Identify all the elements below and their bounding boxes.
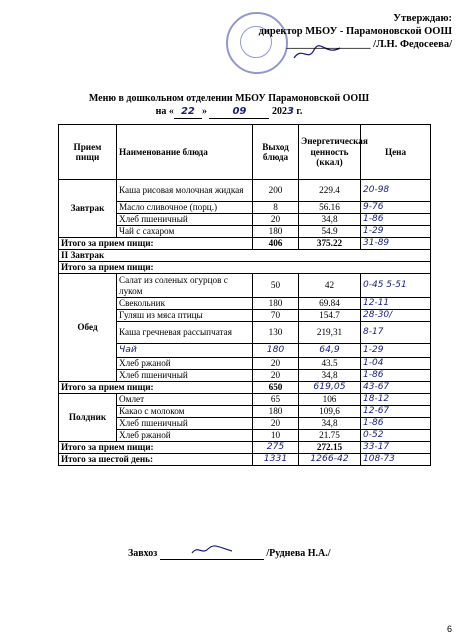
dish-energy: 106 [299, 394, 361, 406]
dish-price: 0-45 5-51 [361, 274, 431, 298]
dish-name: Свекольник [117, 298, 253, 310]
dish-energy: 219,31 [299, 322, 361, 344]
dish-name: Какао с молоком [117, 406, 253, 418]
dish-energy: 56.16 [299, 202, 361, 214]
day-total-yield: 1331 [253, 454, 299, 466]
day-total-energy: 1266-42 [299, 454, 361, 466]
meal-breakfast: Завтрак [59, 180, 117, 238]
dish-price: 1-86 [361, 418, 431, 430]
date-day: 22 [174, 105, 202, 119]
subtotal-energy: 375.22 [299, 238, 361, 250]
dish-name: Омлет [117, 394, 253, 406]
dish-price: 1-86 [361, 214, 431, 226]
dish-price: 0-52 [361, 430, 431, 442]
dish-name: Чай с сахаром [117, 226, 253, 238]
date-year-digit: 3 [286, 106, 294, 117]
footer-role: Завхоз [128, 548, 158, 559]
dish-name: Хлеб пшеничный [117, 370, 253, 382]
dish-price: 12-11 [361, 298, 431, 310]
dish-yield: 180 [253, 344, 299, 358]
document-title [0, 92, 458, 119]
table-row [59, 274, 431, 298]
subtotal-energy: 272.15 [299, 442, 361, 454]
dish-name: Хлеб ржаной [117, 358, 253, 370]
dish-energy: 154.7 [299, 310, 361, 322]
dish-energy: 42 [299, 274, 361, 298]
dish-name: Гуляш из мяса птицы [117, 310, 253, 322]
approval-block [259, 12, 452, 51]
subtotal-price: 33-17 [361, 442, 431, 454]
dish-yield: 180 [253, 406, 299, 418]
table-header-row [59, 125, 431, 180]
dish-name: Хлеб пшеничный [117, 418, 253, 430]
dish-price: 1-04 [361, 358, 431, 370]
subtotal-row [59, 442, 431, 454]
dish-yield: 65 [253, 394, 299, 406]
dish-energy: 34,8 [299, 370, 361, 382]
keeper-signature [190, 544, 234, 556]
dish-yield: 130 [253, 322, 299, 344]
dish-yield: 200 [253, 180, 299, 202]
day-total-price: 108-73 [361, 454, 431, 466]
dish-energy: 34,8 [299, 418, 361, 430]
dish-energy: 21.75 [299, 430, 361, 442]
subtotal-price: 43-67 [361, 382, 431, 394]
dish-price: 1-86 [361, 370, 431, 382]
dish-yield: 180 [253, 226, 299, 238]
subtotal-label: Итого за прием пищи: [59, 262, 431, 274]
approval-heading: Утверждаю: [393, 13, 452, 24]
dish-energy: 34,8 [299, 214, 361, 226]
dish-energy: 54.9 [299, 226, 361, 238]
header-dish: Наименование блюда [117, 125, 253, 180]
second-breakfast-heading: II Завтрак [59, 250, 431, 262]
dish-price: 9-76 [361, 202, 431, 214]
dish-energy: 109,6 [299, 406, 361, 418]
subtotal-yield: 406 [253, 238, 299, 250]
date-month: 09 [209, 105, 269, 119]
subtotal-energy: 619,05 [299, 382, 361, 394]
dish-price: 1-29 [361, 226, 431, 238]
dish-price: 28-30/ [361, 310, 431, 322]
approval-signatory: ________________ /Л.Н. Федосеева/ [286, 39, 452, 50]
subtotal-label: Итого за прием пищи: [59, 238, 253, 250]
footer-signature-line [160, 544, 264, 560]
table-row [59, 394, 431, 406]
title-date: на « 22 » 09 2023 г. [155, 106, 303, 117]
page-number: 6 [446, 624, 452, 634]
dish-energy: 64,9 [299, 344, 361, 358]
subtotal-yield: 275 [253, 442, 299, 454]
dish-name: Чай [117, 344, 253, 358]
meal-snack: Полдник [59, 394, 117, 442]
dish-name: Салат из соленых огурцов с луком [117, 274, 253, 298]
subtotal-row [59, 262, 431, 274]
dish-yield: 20 [253, 214, 299, 226]
section-row [59, 250, 431, 262]
footer-signature [128, 544, 331, 560]
dish-yield: 20 [253, 418, 299, 430]
menu-table [58, 124, 431, 466]
dish-yield: 50 [253, 274, 299, 298]
dish-yield: 8 [253, 202, 299, 214]
dish-yield: 20 [253, 358, 299, 370]
dish-price: 12-67 [361, 406, 431, 418]
dish-energy: 43.5 [299, 358, 361, 370]
dish-name: Хлеб пшеничный [117, 214, 253, 226]
day-total-label: Итого за шестой день: [59, 454, 253, 466]
title-line: Меню в дошкольном отделении МБОУ Парамоновской ООШ [88, 93, 370, 104]
day-total-row [59, 454, 431, 466]
subtotal-label: Итого за прием пищи: [59, 382, 253, 394]
dish-price: 20-98 [361, 180, 431, 202]
dish-name: Каша гречневая рассыпчатая [117, 322, 253, 344]
subtotal-price: 31-89 [361, 238, 431, 250]
dish-yield: 10 [253, 430, 299, 442]
subtotal-row [59, 238, 431, 250]
header-price: Цена [361, 125, 431, 180]
table-row [59, 180, 431, 202]
header-yield: Выход блюда [253, 125, 299, 180]
subtotal-label: Итого за прием пищи: [59, 442, 253, 454]
footer-name: /Руднева Н.А./ [266, 548, 331, 559]
dish-name: Масло сливочное (порц.) [117, 202, 253, 214]
dish-yield: 70 [253, 310, 299, 322]
header-energy: Энергетическая ценность (ккал) [299, 125, 361, 180]
dish-yield: 20 [253, 370, 299, 382]
dish-price: 8-17 [361, 322, 431, 344]
header-meal: Прием пищи [59, 125, 117, 180]
dish-price: 18-12 [361, 394, 431, 406]
dish-yield: 180 [253, 298, 299, 310]
dish-energy: 229.4 [299, 180, 361, 202]
dish-price: 1-29 [361, 344, 431, 358]
dish-name: Каша рисовая молочная жидкая [117, 180, 253, 202]
subtotal-yield: 650 [253, 382, 299, 394]
subtotal-row [59, 382, 431, 394]
meal-lunch: Обед [59, 274, 117, 382]
dish-energy: 69.84 [299, 298, 361, 310]
approval-position: директор МБОУ - Парамоновской ООШ [258, 26, 452, 37]
dish-name: Хлеб ржаной [117, 430, 253, 442]
